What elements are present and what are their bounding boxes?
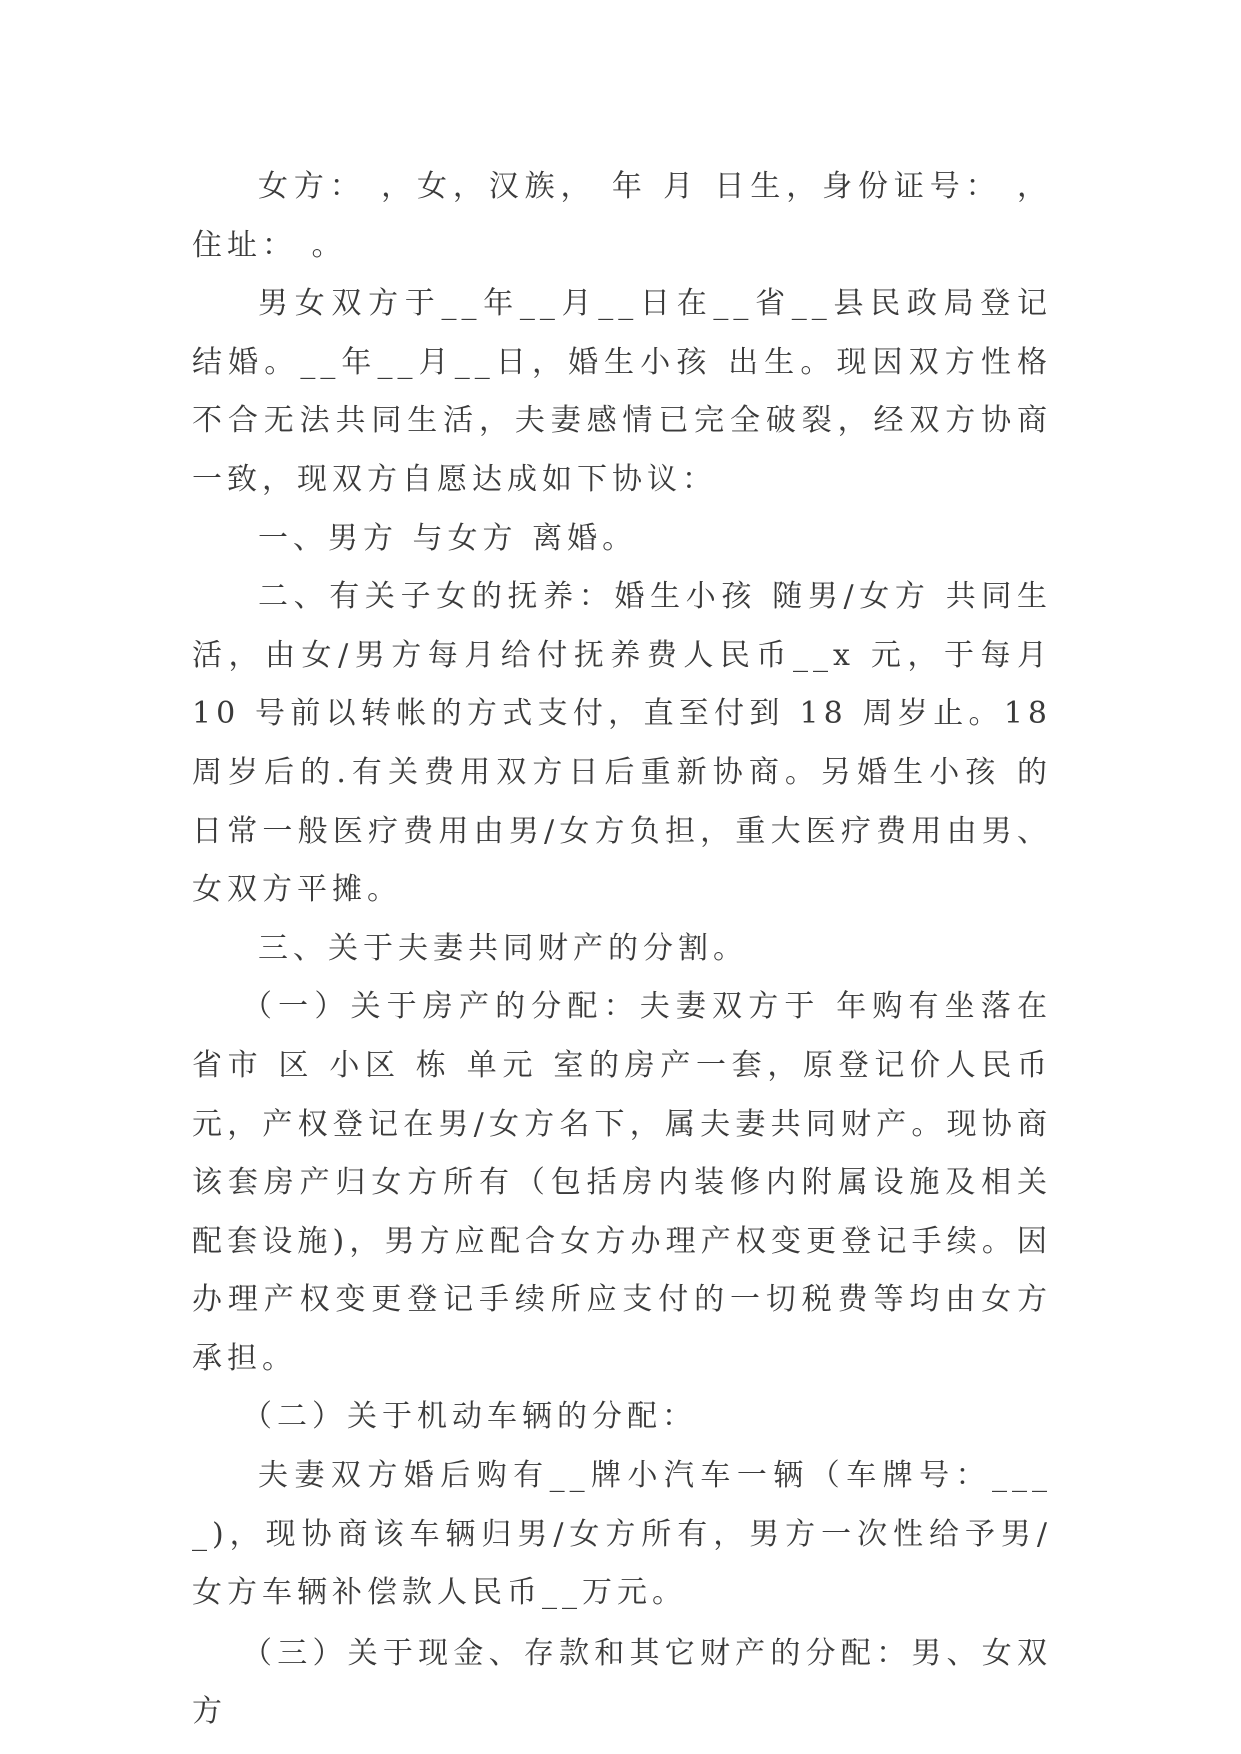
paragraph-wife-info: 女方： ，女，汉族， 年 月 日生，身份证号： ，住址： 。 [192, 169, 1052, 263]
document-body [192, 158, 1052, 1742]
paragraph-clause-3-3-cash: （三）关于现金、存款和其它财产的分配：男、女双方 [192, 1635, 1052, 1730]
paragraph-clause-3-property: 三、关于夫妻共同财产的分割。 [258, 930, 748, 966]
paragraph-clause-3-2-vehicle-heading: （二）关于机动车辆的分配： [242, 1399, 697, 1435]
paragraph-vehicle-details: 夫妻双方婚后购有__牌小汽车一辆（车牌号：____)，现协商该车辆归男/女方所有，男方一次性给予男/女方车辆补偿款人民币__万元。 [192, 1458, 1052, 1611]
paragraph-clause-3-1-house: （一）关于房产的分配：夫妻双方于 年购有坐落在 省市 区 小区 栋 单元 室的房产一套，原登记价人民币 元，产权登记在男/女方名下，属夫妻共同财产。现协商该套房产归女方所有（包括房内装修内附属设施及相关配套设施)，男方应配合女方办理产权变更登记手续。因办理产权变更登记手续所应支付的一切税费等均由女方承担。 [192, 989, 1052, 1376]
paragraph-clause-2-child-custody: 二、有关子女的抚养：婚生小孩 随男/女方 共同生活，由女/男方每月给付抚养费人民币__x 元，于每月 10 号前以转帐的方式支付，直至付到 18 周岁止。18 周岁后的.有关费用双方日后重新协商。另婚生小孩 的日常一般医疗费用由男/女方负担，重大医疗费用由男、女双方平摊。 [192, 579, 1052, 908]
paragraph-clause-1-divorce: 一、男方 与女方 离婚。 [258, 520, 638, 556]
paragraph-marriage-registration: 男女双方于__年__月__日在__省__县民政局登记结婚。__年__月__日，婚生小孩 出生。现因双方性格不合无法共同生活，夫妻感情已完全破裂，经双方协商一致，现双方自愿达成如下协议： [192, 286, 1052, 497]
